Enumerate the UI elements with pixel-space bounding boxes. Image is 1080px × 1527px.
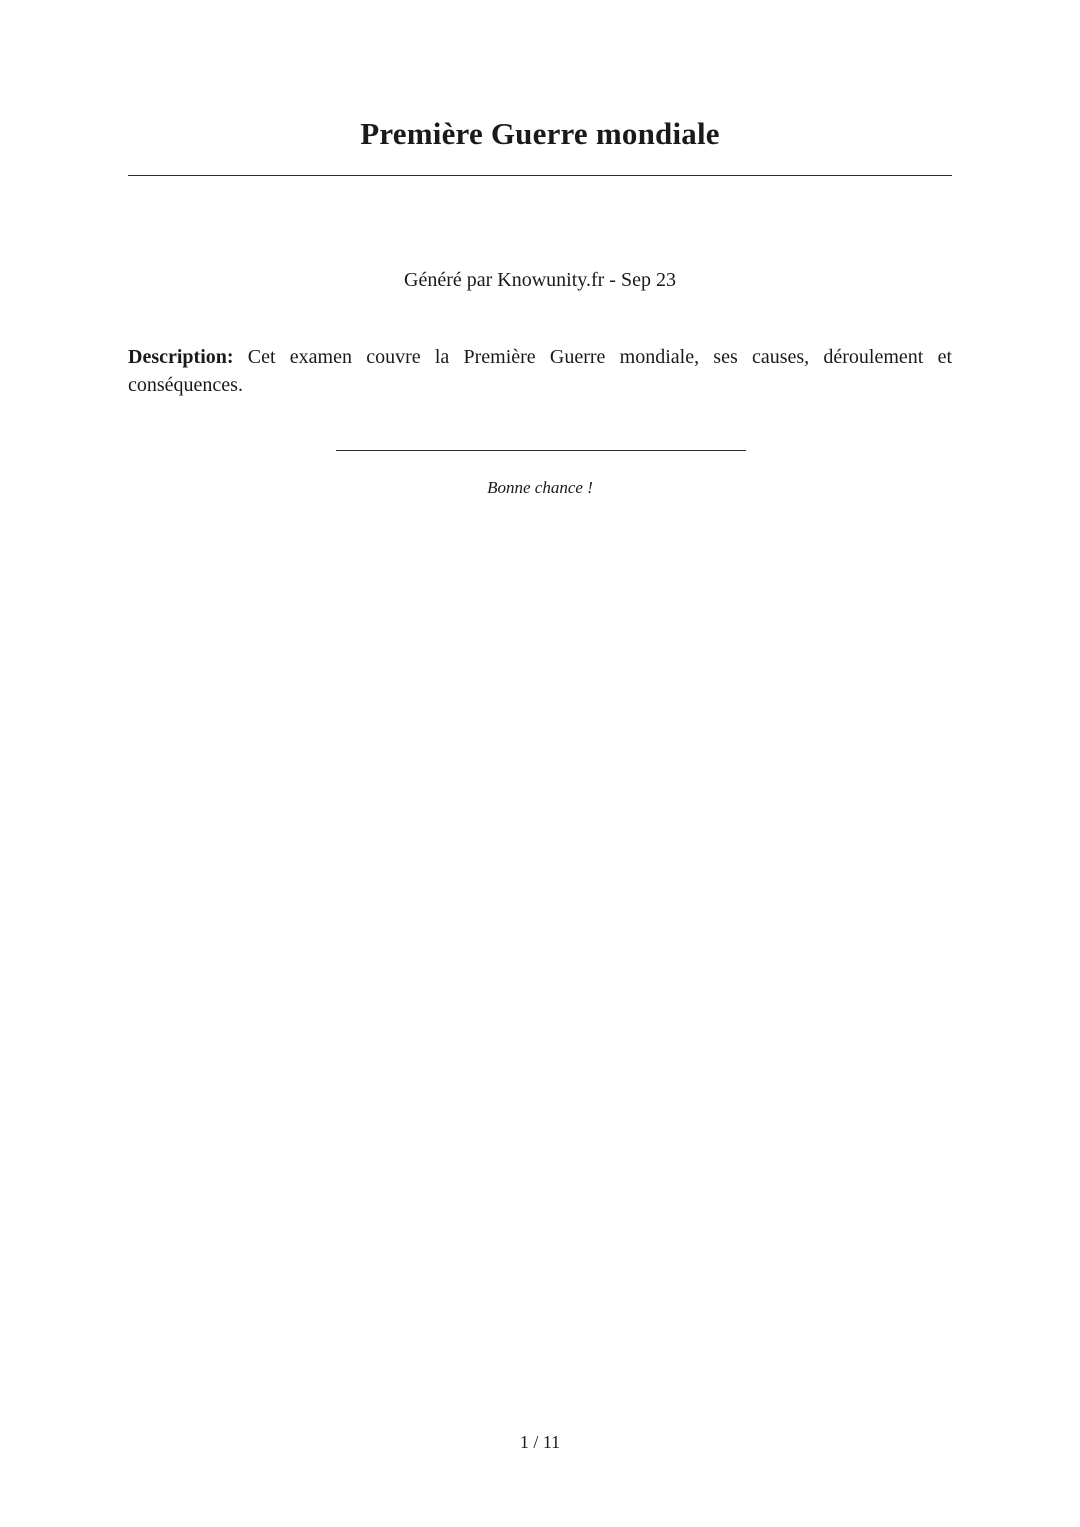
- generated-by-line: Généré par Knowunity.fr - Sep 23: [404, 269, 676, 291]
- description-text: Cet examen couvre la Première Guerre mondiale, ses causes, déroulement et conséquences.: [128, 346, 952, 396]
- good-luck-divider-line: [336, 450, 746, 451]
- document-title: Première Guerre mondiale: [360, 116, 720, 151]
- description-label: Description:: [128, 346, 234, 368]
- title-divider-line: [128, 175, 952, 176]
- good-luck-text: Bonne chance !: [487, 478, 593, 497]
- page-number: 1 / 11: [519, 1432, 561, 1452]
- description-paragraph: [128, 343, 952, 399]
